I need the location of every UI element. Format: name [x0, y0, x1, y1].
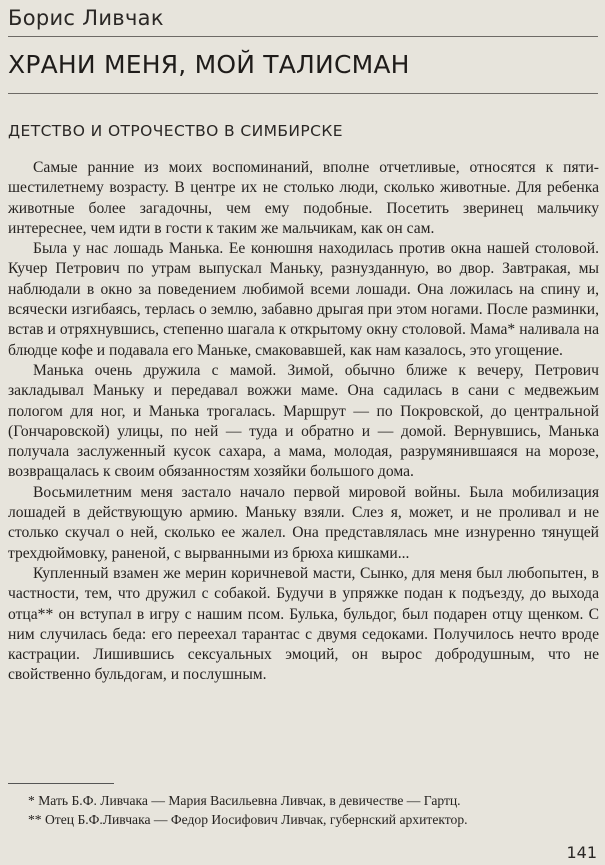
page-number: 141	[566, 843, 597, 862]
paragraph: Была у нас лошадь Манька. Ее конюшня находилась против окна нашей столовой. Кучер Петрович по утрам выпускал Маньку, разнузданную, во двор. Завтракая, мы наблюдали в окно за поведением любимой всеми лошади. Она ложилась на спину и, всячески изгибаясь, терлась о землю, забавно дрыгая при этом ногами. После разминки, встав и отряхнувшись, степенно шагала к открытому окну столовой. Мама* наливала на блюдце кофе и подавала его Маньке, смаковавшей, как нам казалось, это угощение.	[8, 240, 599, 359]
body-text	[8, 158, 599, 686]
footnotes	[28, 791, 600, 829]
header-rule	[8, 36, 598, 37]
chapter-title: ХРАНИ МЕНЯ, МОЙ ТАЛИСМАН	[8, 50, 410, 79]
footnote: ** Отец Б.Ф.Ливчака — Федор Иосифович Ливчак, губернский архитектор.	[28, 812, 468, 827]
title-rule	[8, 93, 598, 94]
paragraph: Восьмилетним меня застало начало первой мировой войны. Была мобилизация лошадей в действующую армию. Маньку взяли. Слез я, может, и не проливал и не столько скучал о ней, сколько ее жалел. Она представлялась мне изнуренно тянущей трехдюймовку, раненой, с вырванными из брюха кишками...	[8, 483, 599, 562]
footnote-rule	[8, 783, 114, 784]
footnote: * Мать Б.Ф. Ливчака — Мария Васильевна Ливчак, в девичестве — Гартц.	[28, 793, 461, 808]
paragraph: Самые ранние из моих воспоминаний, вполне отчетливые, относятся к пяти-шестилетнему возрасту. В центре их не столько люди, сколько животные. Для ребенка животные более загадочны, чем ему подобные. Посетить зверинец мальчику интереснее, чем идти в гости к таким же мальчикам, как он сам.	[8, 159, 599, 237]
paragraph: Купленный взамен же мерин коричневой масти, Сынко, для меня был любопытен, в частности, тем, что дружил с собакой. Будучи в упряжке подан к подъезду, до выхода отца** он вступал в игру с нашим псом. Булька, бульдог, был подарен отцу щенком. С ним случилась беда: его переехал тарантас с двумя седоками. Получилось нечто вроде кастрации. Лишившись сексуальных эмоций, он вырос добродушным, что не свойственно бульдогам, и послушным.	[8, 564, 599, 684]
section-heading: ДЕТСТВО И ОТРОЧЕСТВО В СИМБИРСКЕ	[8, 122, 343, 140]
running-header-author: Борис Ливчак	[8, 6, 164, 30]
paragraph: Манька очень дружила с мамой. Зимой, обычно ближе к вечеру, Петрович закладывал Маньку и передавал вожжи маме. Она садилась в сани с медвежьим пологом для ног, и Манька трогалась. Маршрут — по Покровской, до центральной (Гончаровской) улицы, по ней — туда и обратно и — домой. Вернувшись, Манька получала заслуженный кусок сахара, а мама, молодая, разрумянившаяся на морозе, возвращалась к своим обязанностям хозяйки большого дома.	[8, 361, 599, 481]
